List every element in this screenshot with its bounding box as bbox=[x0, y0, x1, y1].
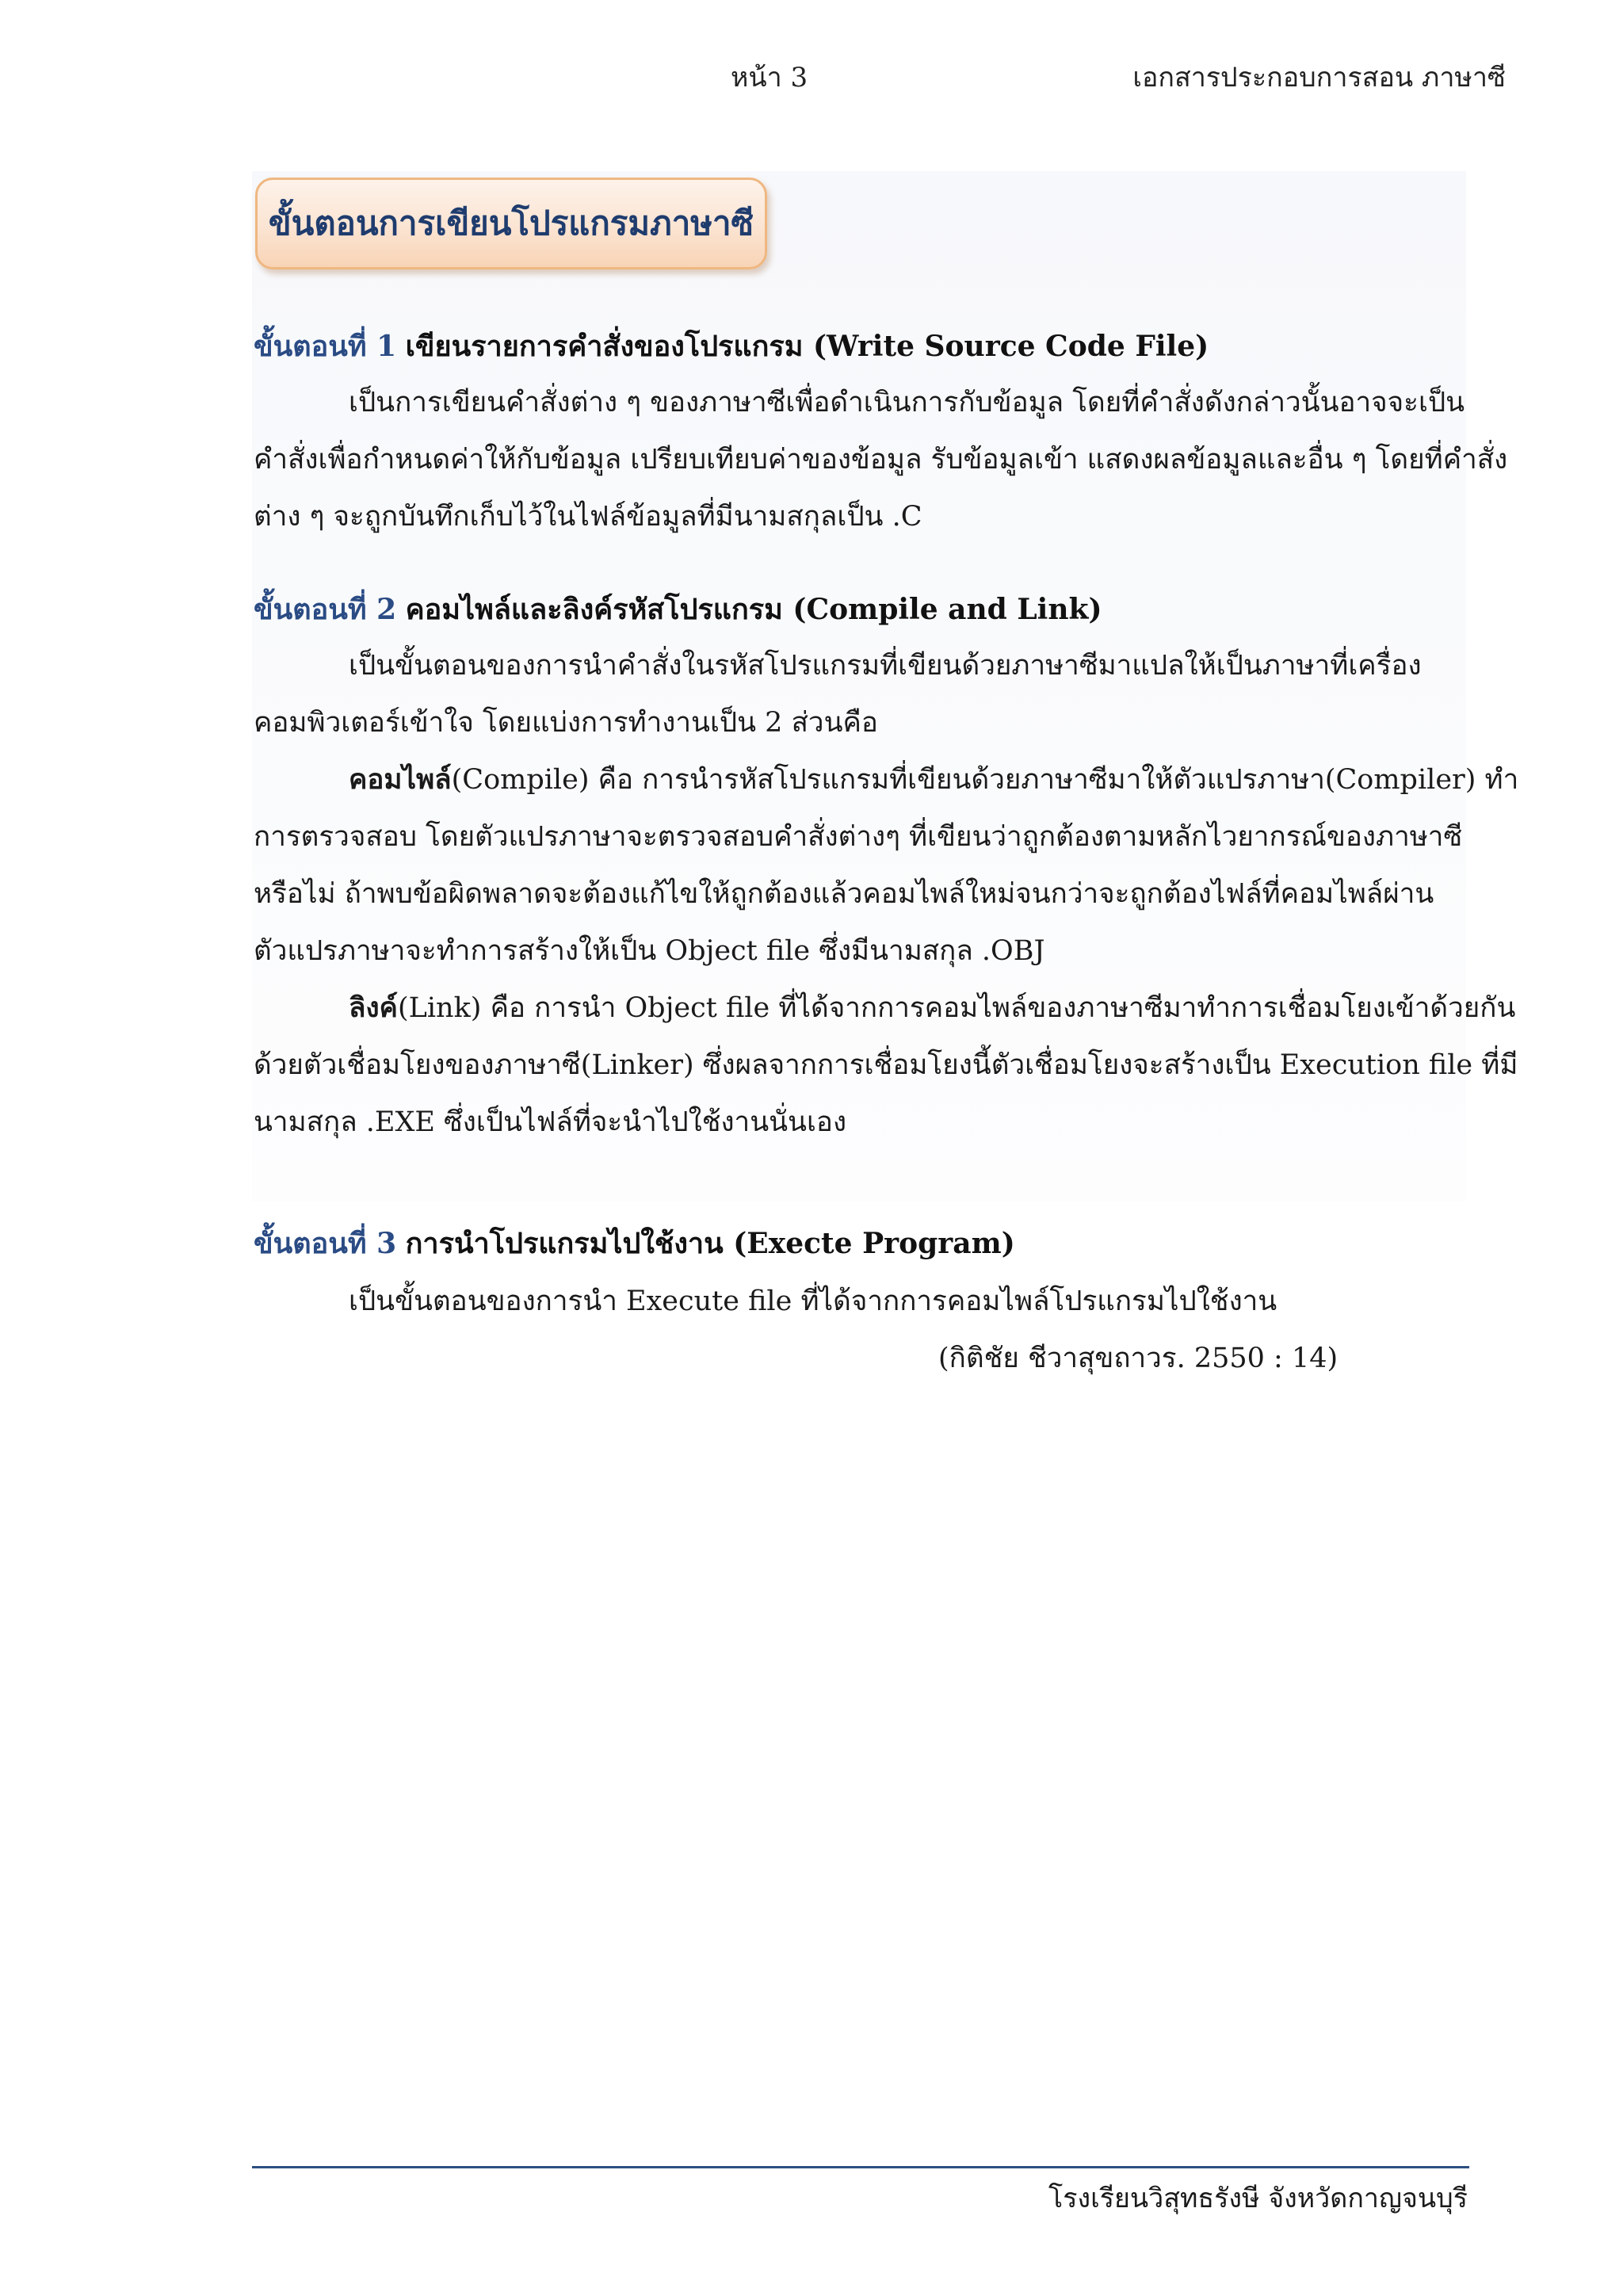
link-line: นามสกุล .EXE ซึ่งเป็นไฟล์ที่จะนำไปใช้งานนั่นเอง bbox=[254, 1106, 847, 1138]
step-1-line: ต่าง ๆ จะถูกบันทึกเก็บไว้ในไฟล์ข้อมูลที่มีนามสกุลเป็น .C bbox=[254, 501, 922, 533]
header-document-title: เอกสารประกอบการสอน ภาษาซี bbox=[1132, 62, 1506, 94]
step-1-line: เป็นการเขียนคำสั่งต่าง ๆ ของภาษาซีเพื่อดำเนินการกับข้อมูล โดยที่คำสั่งดังกล่าวนั้นอาจจะเป็น bbox=[349, 387, 1465, 418]
compile-line: (Compile) คือ การนำรหัสโปรแกรมที่เขียนด้วยภาษาซีมาให้ตัวแปรภาษา(Compiler) ทำ bbox=[451, 764, 1519, 796]
step-2-title: คอมไพล์และลิงค์รหัสโปรแกรม (Compile and Link) bbox=[405, 593, 1102, 626]
compile-first-line bbox=[349, 758, 1518, 801]
section-title: ขั้นตอนการเขียนโปรแกรมภาษาซี bbox=[268, 204, 754, 243]
step-3-line: เป็นขั้นตอนของการนำ Execute file ที่ได้จากการคอมไพล์โปรแกรมไปใช้งาน bbox=[349, 1286, 1277, 1317]
step-1-title: เขียนรายการคำสั่งของโปรแกรม (Write Source Code File) bbox=[405, 330, 1209, 363]
compile-line: หรือไม่ ถ้าพบข้อผิดพลาดจะต้องแก้ไขให้ถูกต้องแล้วคอมไพล์ใหม่จนกว่าจะถูกต้องไฟล์ที่คอมไพล์ผ่าน bbox=[254, 878, 1434, 910]
step-2-line: คอมพิวเตอร์เข้าใจ โดยแบ่งการทำงานเป็น 2 ส่วนคือ bbox=[254, 707, 878, 739]
step-3-title: การนำโปรแกรมไปใช้งาน (Execte Program) bbox=[405, 1227, 1015, 1260]
step-3-label: ขั้นตอนที่ 3 bbox=[254, 1227, 397, 1260]
step-2-label: ขั้นตอนที่ 2 bbox=[254, 593, 397, 626]
step-1-heading bbox=[254, 323, 1209, 369]
step-1-line: คำสั่งเพื่อกำหนดค่าให้กับข้อมูล เปรียบเทียบค่าของข้อมูล รับข้อมูลเข้า แสดงผลข้อมูลและอื่น ๆ โดยที่คำสั่ง bbox=[254, 444, 1508, 476]
footer-divider bbox=[252, 2166, 1469, 2168]
step-2-heading bbox=[254, 586, 1102, 632]
header-page-number: หน้า 3 bbox=[731, 62, 808, 94]
step-3-heading bbox=[254, 1221, 1015, 1266]
step-2-line: เป็นขั้นตอนของการนำคำสั่งในรหัสโปรแกรมที่เขียนด้วยภาษาซีมาแปลให้เป็นภาษาที่เครื่อง bbox=[349, 650, 1422, 682]
footer-school-name: โรงเรียนวิสุทธรังษี จังหวัดกาญจนบุรี bbox=[1048, 2183, 1468, 2214]
link-line: (Link) คือ การนำ Object file ที่ได้จากการคอมไพล์ของภาษาซีมาทำการเชื่อมโยงเข้าด้วยกัน bbox=[397, 992, 1516, 1024]
link-first-line bbox=[349, 986, 1515, 1030]
step-1-label: ขั้นตอนที่ 1 bbox=[254, 330, 397, 363]
citation: (กิติชัย ชีวาสุขถาวร. 2550 : 14) bbox=[938, 1343, 1338, 1374]
link-term: ลิงค์ bbox=[349, 991, 398, 1024]
compile-line: การตรวจสอบ โดยตัวแปรภาษาจะตรวจสอบคำสั่งต่างๆ ที่เขียนว่าถูกต้องตามหลักไวยากรณ์ของภาษาซี bbox=[254, 821, 1463, 853]
section-title-box bbox=[255, 178, 767, 269]
link-line: ด้วยตัวเชื่อมโยงของภาษาซี(Linker) ซึ่งผลจากการเชื่อมโยงนี้ตัวเชื่อมโยงจะสร้างเป็น Execution file ที่มี bbox=[254, 1049, 1518, 1081]
compile-line: ตัวแปรภาษาจะทำการสร้างให้เป็น Object file ซึ่งมีนามสกุล .OBJ bbox=[254, 935, 1045, 967]
compile-term: คอมไพล์ bbox=[349, 763, 452, 796]
